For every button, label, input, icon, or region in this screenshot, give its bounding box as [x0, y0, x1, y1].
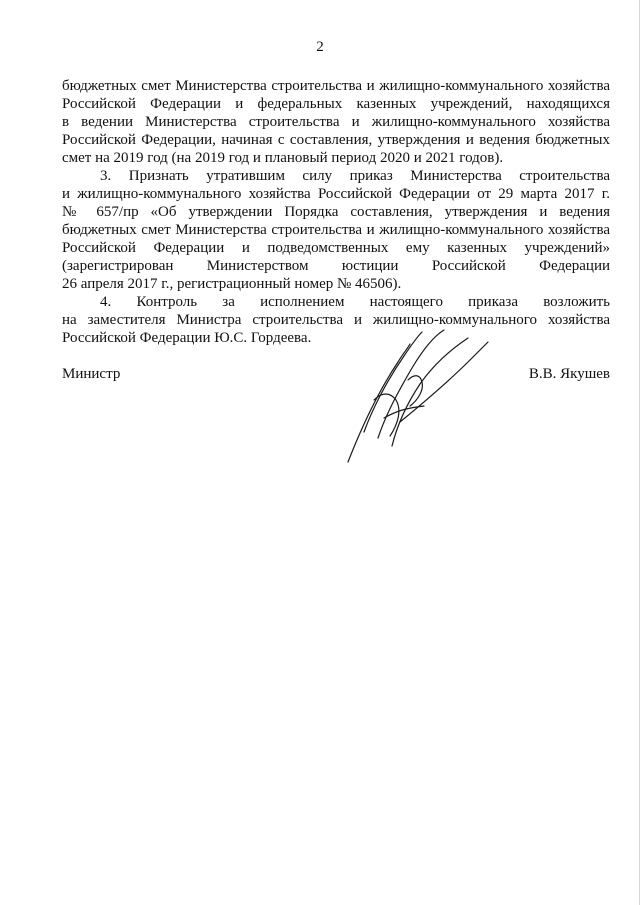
body-line: смет на 2019 год (на 2019 год и плановый период 2020 и 2021 годов).	[62, 150, 504, 166]
paragraph-4-first-line: 4. Контроль за исполнением настоящего приказа возложить	[100, 294, 610, 310]
body-line: Российской Федерации и федеральных казенных учреждений, находящихся	[62, 96, 610, 112]
body-line: Российской Федерации Ю.С. Гордеева.	[62, 330, 312, 346]
signatory-name: В.В. Якушев	[528, 366, 610, 382]
body-line: бюджетных смет Министерства строительства и жилищно-коммунального хозяйства	[62, 78, 610, 94]
signature-stroke	[400, 342, 488, 422]
handwritten-signature	[338, 326, 490, 466]
paragraph-3-first-line: 3. Признать утратившим силу приказ Министерства строительства	[100, 168, 610, 184]
body-line: Российской Федерации, начиная с составления, утверждения и ведения бюджетных	[62, 132, 610, 148]
page-number: 2	[316, 39, 324, 55]
body-line: 26 апреля 2017 г., регистрационный номер № 46506).	[62, 276, 402, 292]
body-line: (зарегистрирован Министерством юстиции Российской Федерации	[62, 258, 610, 274]
body-line: бюджетных смет Министерства строительства и жилищно-коммунального хозяйства	[62, 222, 610, 238]
body-line: на заместителя Министра строительства и жилищно-коммунального хозяйства	[62, 312, 610, 328]
body-line: Российской Федерации и подведомственных ему казенных учреждений»	[62, 240, 610, 256]
signatory-title: Министр	[62, 366, 121, 382]
body-line: в ведении Министерства строительства и жилищно-коммунального хозяйства	[62, 114, 610, 130]
body-line: и жилищно-коммунального хозяйства Российской Федерации от 29 марта 2017 г.	[62, 186, 610, 202]
signature-stroke	[364, 332, 422, 432]
body-line: № 657/пр «Об утверждении Порядка составления, утверждения и ведения	[62, 204, 610, 220]
